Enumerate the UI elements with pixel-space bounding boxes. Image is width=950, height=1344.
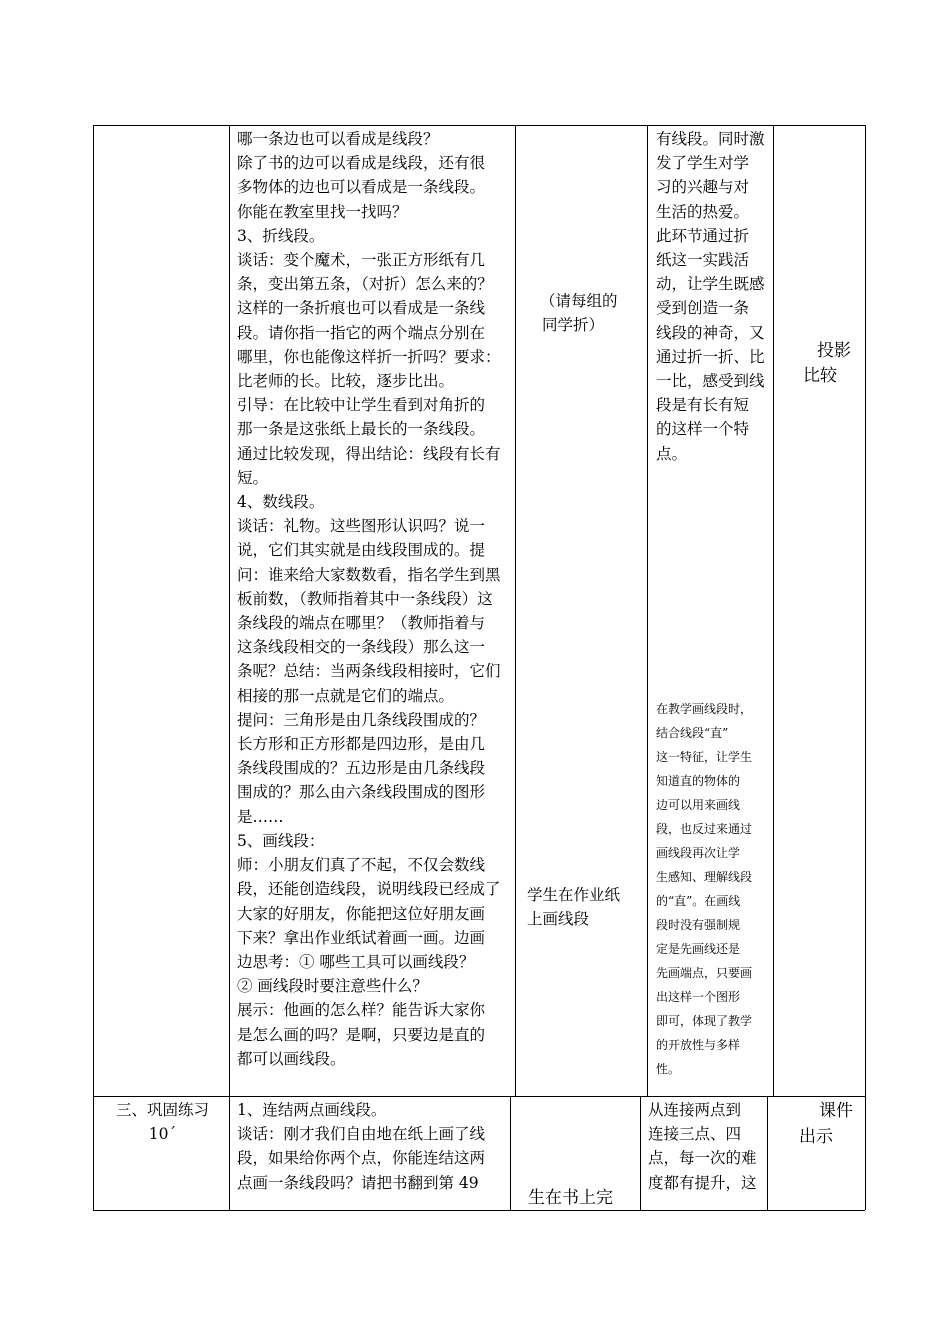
design-intent-text-2 (656, 697, 772, 1081)
text-line: 这一特征，让学生 (656, 750, 753, 764)
text-line: 画线段再次让学 (656, 846, 741, 860)
media-note-projection (803, 339, 863, 389)
text-line: 谈话：变个魔术，一张正方形纸有几 (237, 251, 486, 270)
text-line: 上画线段 (527, 910, 590, 929)
text-line: 生活的热爱。 (656, 202, 750, 221)
text-line: 哪里，你也能像这样折一折吗？要求： (237, 347, 501, 366)
text-line: 师：小朋友们真了不起，不仅会数线 (237, 856, 486, 875)
text-line: 学生在作业纸 (527, 886, 621, 904)
text-line: 这条线段相交的一条线段）那么这一 (237, 638, 486, 657)
row1-divider-2 (515, 125, 516, 1096)
text-line: （请每组的 (540, 292, 618, 310)
text-line: 在教学画线段时， (656, 702, 753, 716)
text-line: 5、画线段： (237, 831, 325, 850)
text-line: 多物体的边也可以看成是一条线段。 (237, 178, 486, 197)
consolidation-process-text (237, 1098, 509, 1195)
text-line: 提问：三角形是由几条线段围成的？ (237, 710, 486, 729)
text-line: 说，它们其实就是由线段围成的。提 (237, 541, 486, 560)
text-line: 通过比较发现，得出结论：线段有长有 (237, 444, 501, 463)
text-line: ② 画线段时要注意些什么？ (237, 977, 428, 996)
text-line: 段，如果给你两个点，你能连结这两 (237, 1149, 486, 1168)
text-line: 谈话：刚才我们自由地在纸上画了线 (237, 1125, 486, 1144)
text-line: 通过折一折、比 (656, 347, 765, 366)
table-bottom-border (93, 1210, 865, 1211)
text-line: 出示 (799, 1127, 833, 1147)
student-activity-fold (540, 289, 644, 337)
text-line: 围成的？那么由六条线段围成的图形 (237, 783, 486, 802)
table-left-border (93, 125, 94, 1210)
text-line: 即可，体现了教学 (656, 1014, 753, 1028)
text-line: 那一条是这张纸上最长的一条线段。 (237, 420, 486, 439)
design-intent-text-1 (656, 127, 772, 466)
consolidation-student-text: 生在书上完 (528, 1188, 613, 1208)
text-line: 边可以用来画线 (656, 798, 741, 812)
text-line: 纸这一实践活 (656, 251, 750, 270)
section-title-consolidation (100, 1098, 225, 1146)
text-line: 课件 (819, 1101, 853, 1121)
text-line: 边思考：① 哪些工具可以画线段？ (237, 952, 475, 971)
text-line: 同学折） (542, 316, 605, 335)
text-line: 线段的神奇，又 (656, 323, 765, 342)
row2-divider-1 (229, 1096, 230, 1210)
text-line: 条，变出第五条，（对折）怎么来的？ (237, 275, 493, 294)
text-line: 生感知、理解线段 (656, 870, 753, 884)
text-line: 的“直”。在画线 (656, 894, 741, 908)
text-line: 谈话：礼物。这些图形认识吗？说一 (237, 517, 486, 536)
text-line: 引导：在比较中让学生看到对角折的 (237, 396, 486, 415)
row1-divider-3 (647, 125, 648, 1096)
media-note-courseware (799, 1098, 861, 1150)
text-line: 展示：他画的怎么样？能告诉大家你 (237, 1001, 486, 1020)
student-activity-draw (527, 883, 643, 931)
row2-divider-4 (767, 1096, 768, 1210)
text-line: 度都有提升，这 (648, 1173, 757, 1192)
text-line: 比较 (803, 366, 837, 386)
text-line: 长方形和正方形都是四边形，是由几 (237, 735, 486, 754)
text-line: 条线段围成的？五边形是由几条线段 (237, 759, 486, 778)
text-line: 一比，感受到线 (656, 372, 765, 391)
text-line: 有线段。同时激 (656, 130, 765, 148)
text-line: 段，也反过来通过 (656, 822, 753, 836)
text-line: 知道直的物体的 (656, 774, 741, 788)
text-line: 短。 (237, 468, 269, 487)
text-line: 大家的好朋友，你能把这位好朋友画 (237, 904, 486, 923)
text-line: 出这样一个图形 (656, 990, 741, 1004)
text-line: 此环节通过折 (656, 226, 750, 245)
text-line: 连接三点、四 (648, 1125, 742, 1144)
text-line: 是…… (237, 807, 284, 826)
text-line: 比老师的长。比较，逐步比出。 (237, 372, 455, 391)
text-line: 的开放性与多样 (656, 1038, 741, 1052)
text-line: 你能在教室里找一找吗？ (237, 202, 408, 221)
text-line: 条线段的端点在哪里？（教师指着与 (237, 614, 486, 633)
text-line: 点。 (656, 444, 688, 463)
teaching-process-text (237, 127, 513, 1071)
text-line: 投影 (817, 341, 851, 361)
text-line: 三、巩固练习 (115, 1101, 209, 1119)
text-line: 除了书的边可以看成是线段，还有很 (237, 154, 486, 173)
text-line: 段时没有强制规 (656, 918, 741, 932)
text-line: 条呢？总结：当两条线段相接时，它们 (237, 662, 501, 681)
text-line: 的这样一个特 (656, 420, 750, 439)
text-line: 习的兴趣与对 (656, 178, 750, 197)
row1-divider-1 (229, 125, 230, 1096)
text-line: 从连接两点到 (648, 1101, 742, 1119)
row-divider (93, 1096, 865, 1097)
text-line: 段是有长有短 (656, 396, 750, 415)
text-line: 结合线段“直” (656, 726, 729, 740)
text-line: 3、折线段。 (237, 226, 325, 245)
text-line: 4、数线段。 (237, 493, 325, 512)
text-line: 1、连结两点画线段。 (237, 1101, 387, 1119)
text-line: 受到创造一条 (656, 299, 750, 318)
text-line: 发了学生对学 (656, 154, 750, 173)
row2-divider-2 (510, 1096, 511, 1210)
text-line: 点，每一次的难 (648, 1149, 757, 1168)
text-line: 板前数，（教师指着其中一条线段）这 (237, 589, 493, 608)
table-top-border (93, 125, 865, 126)
text-line: 10ˊ (148, 1125, 177, 1144)
text-line: 这样的一条折痕也可以看成是一条线 (237, 299, 486, 318)
text-line: 下来？拿出作业纸试着画一画。边画 (237, 928, 486, 947)
text-line: 点画一条线段吗？请把书翻到第 49 (237, 1173, 479, 1192)
text-line: 相接的那一点就是它们的端点。 (237, 686, 455, 705)
text-line: 哪一条边也可以看成是线段？ (237, 130, 439, 148)
text-line: 段。请你指一指它的两个端点分别在 (237, 323, 486, 342)
consolidation-design-text (648, 1098, 764, 1195)
text-line: 先画端点，只要画 (656, 966, 753, 980)
text-line: 是怎么画的吗？是啊，只要边是直的 (237, 1025, 486, 1044)
text-line: 问：谁来给大家数数看，指名学生到黑 (237, 565, 501, 584)
table-right-border (865, 125, 866, 1210)
text-line: 性。 (656, 1062, 681, 1076)
text-line: 动，让学生既感 (656, 275, 765, 294)
row1-divider-4 (773, 125, 774, 1096)
text-line: 都可以画线段。 (237, 1049, 346, 1068)
row2-divider-3 (640, 1096, 641, 1210)
text-line: 段，还能创造线段，说明线段已经成了 (237, 880, 501, 899)
text-line: 定是先画线还是 (656, 942, 741, 956)
